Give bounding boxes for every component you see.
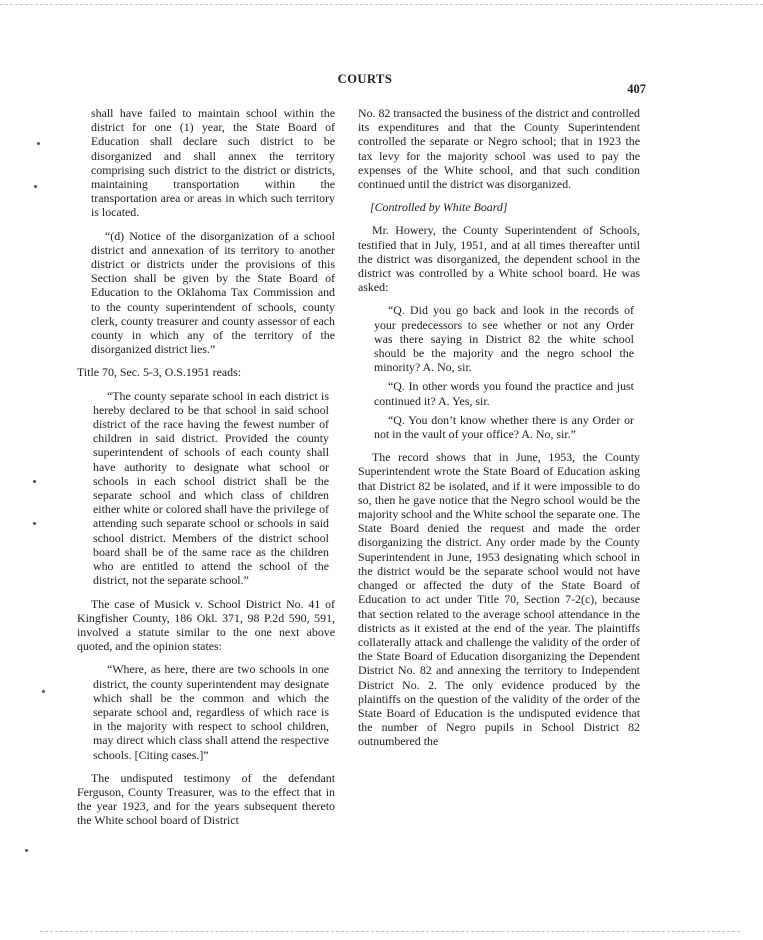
statute-citation-intro: Title 70, Sec. 5-3, O.S.1951 reads: [77,365,242,380]
margin-speck [25,849,28,852]
margin-speck [37,142,40,145]
question-answer: “Q. Did you go back and look in the records of your predecessors to see whether or not any Order was there saying in District 82 the white school should be the majority and the negro school the minority? A. No, sir. [374,303,634,375]
page-number: 407 [627,82,646,96]
margin-speck [34,185,37,188]
running-head: COURTS [337,72,393,86]
superintendent-testimony: Mr. Howery, the County Superintendent of Schools, testified that in July, 1951, and at all times thereafter until the district was disorganized, the dependent school in the district was controlled by a White school board. He was asked: [358,223,640,295]
question-answer: “Q. You don’t know whether there is any Order or not in the vault of your office? A. No, sir.” [374,412,634,442]
margin-speck [42,690,45,693]
statute-subsection-d: “(d) Notice of the disorganization of a school district and annexation of its territory to another district or districts under the provisions of this Section shall be given by the State Board of Education to the Oklahoma Tax Commission and to the county superintendent of schools, county clerk, county treasurer and county assessor of each county in which any of the territory of the disorganized district lies.” [91,228,335,357]
top-border [0,4,763,5]
section-heading: [Controlled by White Board] [370,200,508,215]
statute-continuation: shall have failed to maintain school within the district for one (1) year, the State Board of Education shall declare such district to be disorganized and shall annex the territory comprising such district to the district or districts, maintaining transportation within the transportation area or areas in which such territory is located. [91,106,335,220]
opinion-quote: “Where, as here, there are two schools in one district, the county superintendent may designate which shall be the common and which the separate school and, regardless of which race is in the majority with respect to school children, may direct which class shall attend the respective schools. [Citing cases.]” [93,662,329,762]
question-answer: “Q. In other words you found the practice and just continued it? A. Yes, sir. [374,379,634,408]
testimony-paragraph: The undisputed testimony of the defendant Ferguson, County Treasurer, was to the effect that in the year 1923, and for the years subsequent thereto the White school board of District [77,770,335,828]
statute-quote: “The county separate school in each district is hereby declared to be that school in said school district of the race having the fewest number of children in said district. Provided the county superintendent of schools of each county shall have authority to designate what school or schools in each school district shall be the separate school and which class of children either white or colored shall have the privilege of attending such separate school or schools in said school district. Members of the district school board shall be of the same race as the children who are entitled to attend the school of the district, not the separate school.” [93,388,329,588]
district-control-paragraph: No. 82 transacted the business of the district and controlled its expenditures and that the County Superintendent controlled the separate or Negro school; that in 1923 the tax levy for the majority school was used to pay the expenses of the White school, and that such condition continued until the district was disorganized. [358,106,641,192]
record-paragraph: The record shows that in June, 1953, the County Superintendent wrote the State Board of Education asking that District 82 be isolated, and if it were impossible to do so, then he gave notice that the Negro school would be the majority school and the White school the separate one. The State Board denied the request and made the order disorganizing the district. Any order made by the County Superintendent in June, 1953 designating which school in the district would be the separate school would not have changed or affected the duty of the State Board of Education to act under Title 70, Section 7-2(c), because that section related to the average school attendance in the districts as it existed at the end of the year. The plaintiffs collaterally attack and challenge the validity of the order of the State Board of Education disorganizing the Dependent District No. 82 and annexing the territory to Independent District No. 2. The only evidence produced by the plaintiffs on the question of the validity of the order of the State Board of Education is the undisputed evidence that the number of Negro pupils in School District 82 outnumbered the [358,450,640,749]
margin-speck [33,522,36,525]
case-reference: The case of Musick v. School District No. 41 of Kingfisher County, 186 Okl. 371, 98 P.2d 590, 591, involved a statute similar to the one next above quoted, and the opinion states: [77,596,335,654]
margin-speck [33,480,36,483]
right-column [358,106,640,758]
left-column [77,106,335,837]
bottom-border [40,931,740,932]
